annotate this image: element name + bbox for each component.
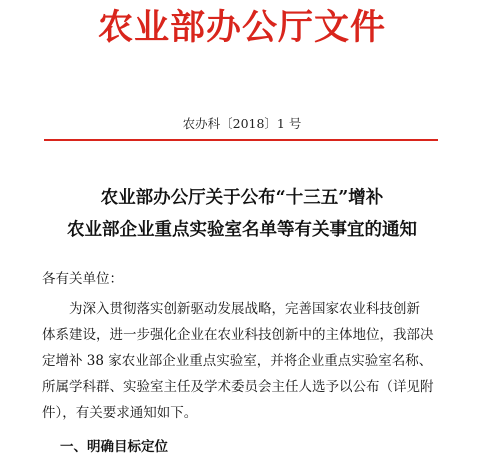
body-line-2: 体系建设，进一步强化企业在农业科技创新中的主体地位，我部决: [42, 327, 434, 343]
body-line-4: 所属学科群、实验室主任及学术委员会主任人选予以公布（详见附: [42, 379, 434, 395]
body-paragraph: [42, 296, 452, 426]
section-heading: 一、明确目标定位: [60, 439, 168, 455]
notice-title-line-1: 农业部办公厅关于公布“十三五”增补: [100, 188, 384, 208]
body-line-3: 定增补 38 家农业部企业重点实验室，并将企业重点实验室名称、: [42, 353, 433, 369]
body-line-5: 件），有关要求通知如下。: [42, 405, 198, 421]
notice-title: [0, 182, 484, 246]
notice-title-line-2: 农业部企业重点实验室名单等有关事宜的通知: [67, 220, 417, 240]
body-line-1: 为深入贯彻落实创新驱动发展战略，完善国家农业科技创新: [69, 301, 420, 317]
document-header-title: 农业部办公厅文件: [97, 7, 386, 48]
red-divider-line: [44, 139, 438, 141]
addressee: 各有关单位：: [42, 271, 123, 287]
document-number: 农办科〔2018〕1 号: [182, 116, 302, 131]
